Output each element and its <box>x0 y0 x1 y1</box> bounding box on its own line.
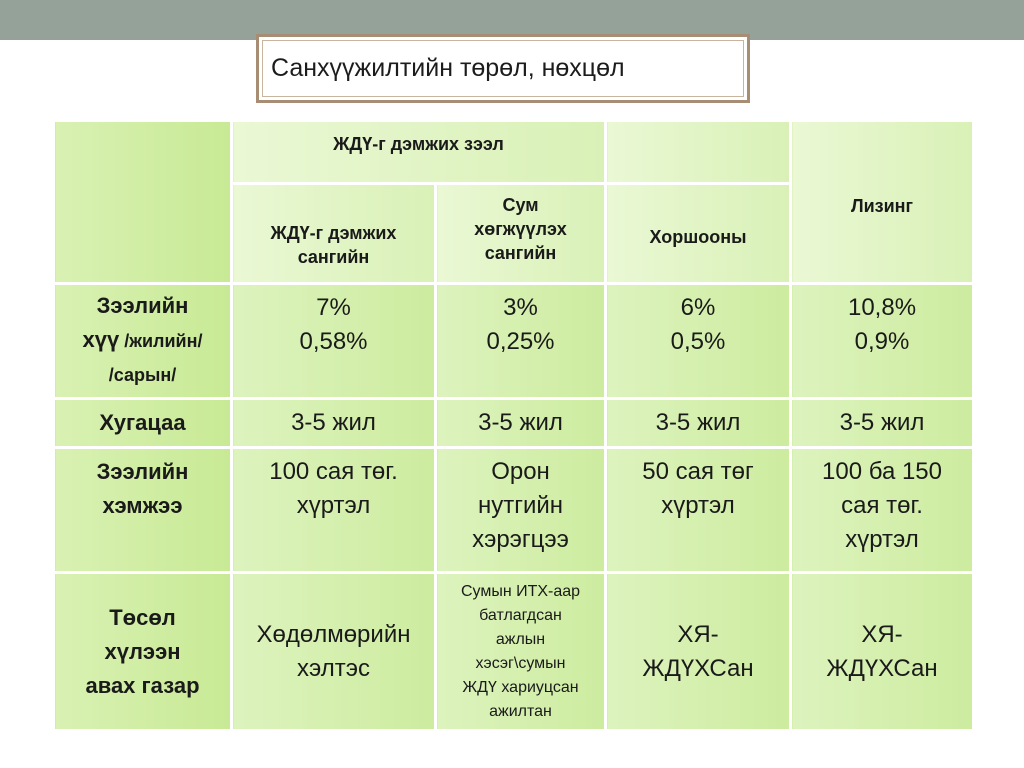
cell-text: Хөдөлмөрийн <box>256 620 411 648</box>
value-cell <box>436 448 606 573</box>
row-label-cell <box>54 573 232 731</box>
value-cell <box>606 284 791 399</box>
cell-text: 50 сая төг <box>642 458 754 485</box>
table-row <box>54 284 974 399</box>
value-cell <box>232 399 436 448</box>
value-cell <box>436 399 606 448</box>
row-label-cell <box>54 399 232 448</box>
value-cell <box>791 448 974 573</box>
cell-text: 0,5% <box>670 328 726 355</box>
row-label-text: Төсөл <box>109 604 176 630</box>
value-cell <box>791 284 974 399</box>
header-corner-cell <box>54 121 232 284</box>
header-empty-cell <box>606 121 791 184</box>
cell-text: 100 ба 150 <box>822 458 942 485</box>
cell-text: Орон <box>491 458 550 485</box>
value-cell <box>232 284 436 399</box>
cell-text: 0,9% <box>854 328 910 355</box>
value-cell <box>791 399 974 448</box>
header-sub-text: сангийн <box>484 243 557 263</box>
cell-text: 3-5 жил <box>655 409 741 436</box>
cell-text: ХЯ- <box>861 620 903 648</box>
header-group-label: ЖДҮ-г дэмжих зээл <box>333 134 504 154</box>
cell-text: нутгийн <box>477 492 564 519</box>
table-row <box>54 448 974 573</box>
value-cell <box>436 573 606 731</box>
cell-text: 10,8% <box>847 294 917 321</box>
header-sub-cell <box>606 184 791 284</box>
table-row <box>54 399 974 448</box>
cell-text: ЖДҮХСан <box>642 654 754 682</box>
header-leasing-label: Лизинг <box>850 196 914 216</box>
cell-text: 3-5 жил <box>839 409 925 436</box>
value-cell <box>606 573 791 731</box>
table-row <box>54 573 974 731</box>
cell-text: хүртэл <box>296 492 371 519</box>
cell-text: батлагдсан <box>479 606 562 624</box>
value-cell <box>791 573 974 731</box>
cell-text: хэрэгцээ <box>472 526 569 553</box>
row-label-text: Зээлийн <box>96 459 189 484</box>
row-label-text: Зээлийн <box>96 293 189 318</box>
header-sub-cell <box>232 184 436 284</box>
cell-text: хүртэл <box>845 526 919 553</box>
value-cell <box>232 448 436 573</box>
header-sub-text: хөгжүүлэх <box>474 219 567 239</box>
header-row-1 <box>54 121 974 184</box>
value-cell <box>606 399 791 448</box>
row-label-text: хүлээн <box>104 638 181 664</box>
cell-text: хэлтэс <box>297 654 370 682</box>
cell-text: 3-5 жил <box>478 409 563 436</box>
cell-text: Сумын ИТХ-аар <box>460 582 581 600</box>
row-label-text: хэмжээ <box>102 493 183 518</box>
cell-text: 100 сая төг. <box>269 458 398 485</box>
cell-text: ЖДҮХСан <box>826 654 938 682</box>
row-label-extra: /сарын/ <box>108 365 177 385</box>
value-cell <box>232 573 436 731</box>
cell-text: хүртэл <box>661 492 735 519</box>
header-sub-text: Сум <box>502 195 539 215</box>
value-cell <box>606 448 791 573</box>
cell-text: хэсэг\сумын <box>475 654 566 672</box>
cell-text: 3-5 жил <box>291 409 376 436</box>
header-sub-text: Хоршооны <box>649 227 747 247</box>
header-leasing-cell <box>791 121 974 284</box>
cell-text: ЖДҮ хариуцсан <box>462 678 579 696</box>
row-label-suffix: /жилийн/ <box>119 331 203 351</box>
cell-text: 6% <box>680 294 716 321</box>
header-sub-text: сангийн <box>297 247 370 267</box>
cell-text: 3% <box>503 294 538 321</box>
financing-table <box>52 119 975 732</box>
cell-text: ажлын <box>495 630 546 648</box>
cell-text: ХЯ- <box>677 620 719 648</box>
row-label-text: хүү <box>82 327 120 352</box>
cell-text: 0,58% <box>299 328 368 355</box>
row-label-text: Хугацаа <box>99 410 186 435</box>
row-label-cell <box>54 284 232 399</box>
cell-text: 7% <box>316 294 351 321</box>
header-sub-text: ЖДҮ-г дэмжих <box>270 223 397 243</box>
value-cell <box>436 284 606 399</box>
row-label-cell <box>54 448 232 573</box>
cell-text: ажилтан <box>489 702 552 720</box>
header-sub-cell <box>436 184 606 284</box>
title-box <box>256 34 750 103</box>
cell-text: сая төг. <box>841 492 923 519</box>
header-group-cell <box>232 121 606 184</box>
slide-title: Санхүүжилтийн төрөл, нөхцөл <box>271 54 625 82</box>
cell-text: 0,25% <box>486 328 555 355</box>
row-label-text: авах газар <box>85 672 200 698</box>
